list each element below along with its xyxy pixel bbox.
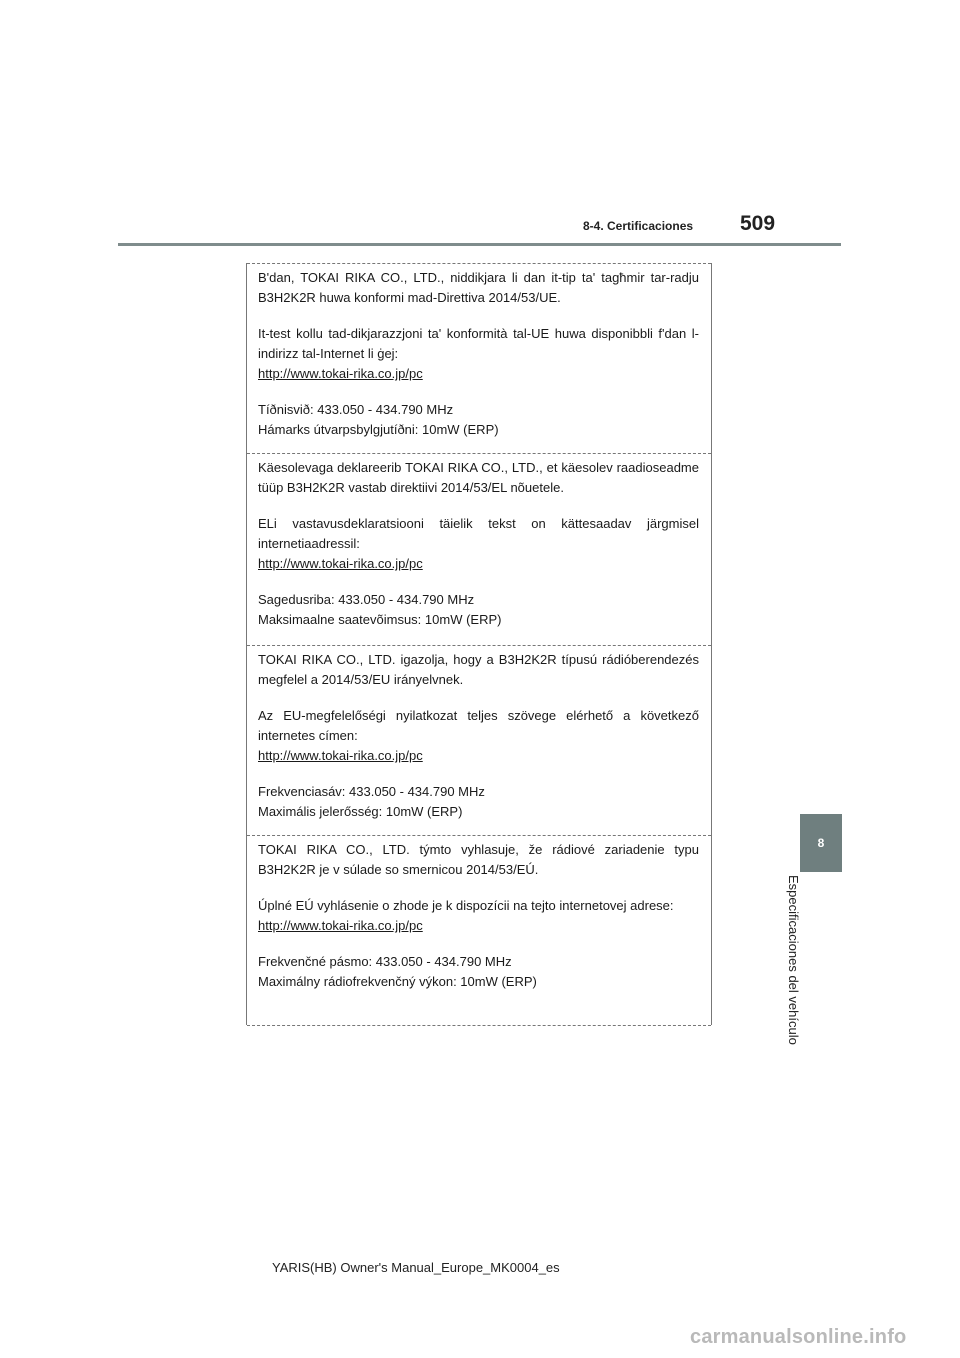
declaration-link[interactable]: http://www.tokai-rika.co.jp/pc xyxy=(258,748,423,763)
declaration-text: TOKAI RIKA CO., LTD. týmto vyhlasuje, že rádiové zariadenie typu B3H2K2R je v súlade so smernicou 2014/53/EÚ. xyxy=(258,842,699,877)
declaration-link[interactable]: http://www.tokai-rika.co.jp/pc xyxy=(258,366,423,381)
frequency-band: Frekvenciasáv: 433.050 - 434.790 MHz xyxy=(258,784,485,799)
section-title: 8-4. Certificaciones xyxy=(583,219,694,233)
watermark: carmanualsonline.info xyxy=(690,1326,907,1348)
frequency-band: Sagedusriba: 433.050 - 434.790 MHz xyxy=(258,592,475,607)
declaration-link[interactable]: http://www.tokai-rika.co.jp/pc xyxy=(258,556,423,571)
certification-block-slovak xyxy=(247,835,711,1025)
manual-footer: YARIS(HB) Owner's Manual_Europe_MK0004_es xyxy=(272,1260,560,1275)
frequency-band: Frekvenčné pásmo: 433.050 - 434.790 MHz xyxy=(258,954,512,969)
declaration-text: Käesolevaga deklareerib TOKAI RIKA CO., LTD., et käesolev raadioseadme tüüp B3H2K2R vastab direktiivi 2014/53/EL nõuetele. xyxy=(258,460,699,495)
eu-declaration-info: It-test kollu tad-dikjarazzjoni ta' konformità tal-UE huwa disponibbli f'dan l-indirizz tal-Internet li ġej: xyxy=(258,326,699,361)
max-power: Hámarks útvarpsbylgjutíðni: 10mW (ERP) xyxy=(258,422,499,437)
eu-declaration-info: Az EU-megfelelőségi nyilatkozat teljes szövege elérhető a következő internetes címen: xyxy=(258,708,699,743)
certification-block-maltese xyxy=(247,263,711,453)
eu-declaration-info: Úplné EÚ vyhlásenie o zhode je k dispozícii na tejto internetovej adrese: xyxy=(258,898,674,913)
certification-block-hungarian xyxy=(247,645,711,835)
eu-declaration-info: ELi vastavusdeklaratsiooni täielik tekst on kättesaadav järgmisel internetiaadressil: xyxy=(258,516,699,551)
max-power: Maximális jelerősség: 10mW (ERP) xyxy=(258,804,463,819)
max-power: Maximálny rádiofrekvenčný výkon: 10mW (ERP) xyxy=(258,974,537,989)
declaration-link[interactable]: http://www.tokai-rika.co.jp/pc xyxy=(258,918,423,933)
max-power: Maksimaalne saatevõimsus: 10mW (ERP) xyxy=(258,612,502,627)
scan-bottom-border xyxy=(247,1025,711,1026)
declaration-text: TOKAI RIKA CO., LTD. igazolja, hogy a B3H2K2R típusú rádióberendezés megfelel a 2014/53/EU irányelvnek. xyxy=(258,652,699,687)
chapter-title: Especificaciones del vehículo xyxy=(786,875,801,1045)
page-number: 509 xyxy=(740,212,776,235)
frequency-band: Tíðnisvið: 433.050 - 434.790 MHz xyxy=(258,402,454,417)
chapter-tab[interactable]: 8 xyxy=(800,814,842,872)
header-divider xyxy=(118,243,841,246)
certification-block-estonian xyxy=(247,453,711,645)
declaration-text: B'dan, TOKAI RIKA CO., LTD., niddikjara li dan it-tip ta' tagħmir tar-radju B3H2K2R huwa konformi mad-Direttiva 2014/53/UE. xyxy=(258,270,699,305)
certification-scan xyxy=(246,263,712,1025)
